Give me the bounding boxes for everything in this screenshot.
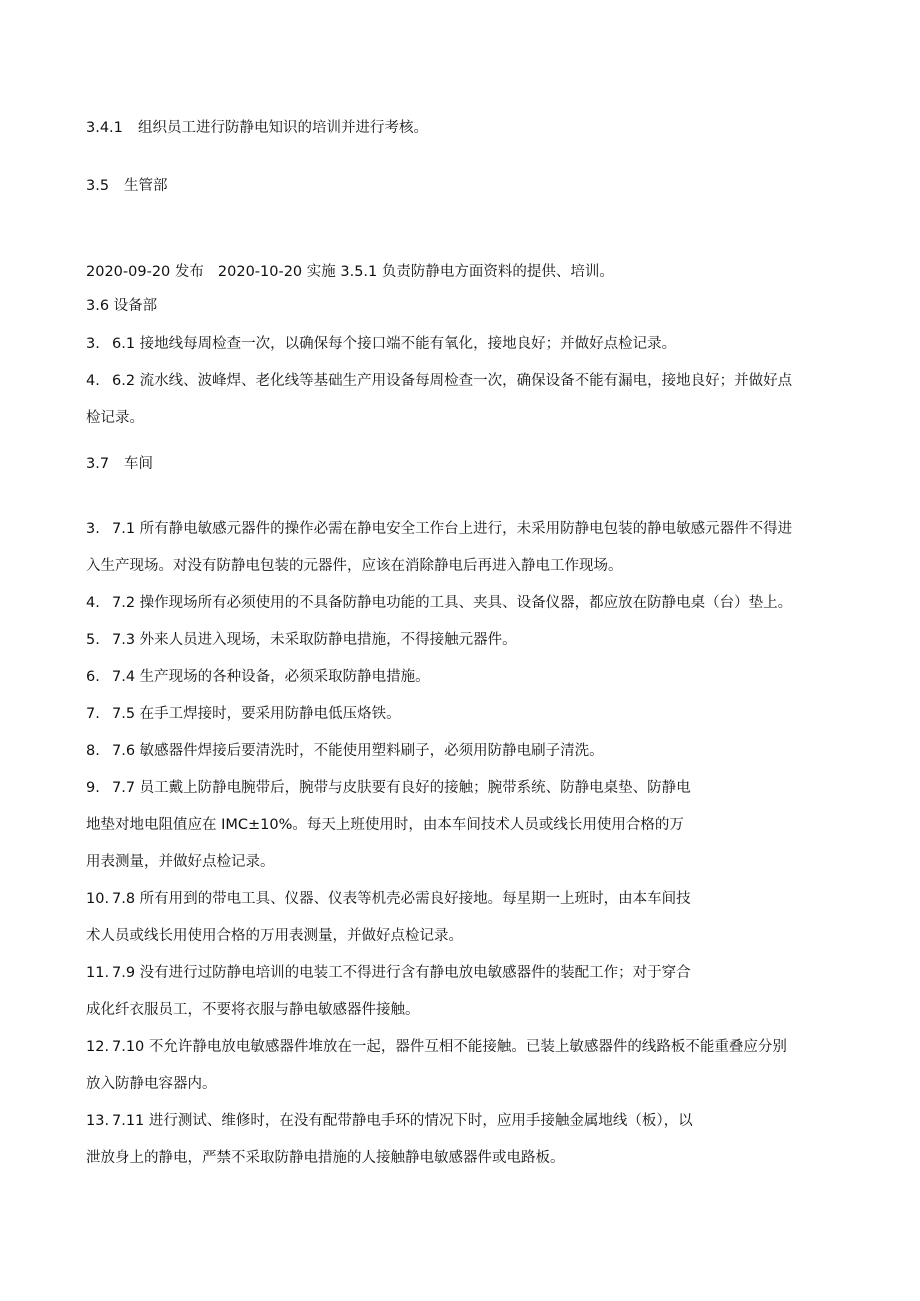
clause-text: 7.2 操作现场所有必须使用的不具备防静电功能的工具、夹具、设备仪器，都应放在防静电桌（台）垫上。	[112, 595, 793, 611]
clause-text: 7.1 所有静电敏感元器件的操作必需在静电安全工作台上进行，未采用防静电包装的静电敏感元器件不得进	[112, 521, 793, 537]
clause-3-6-1	[86, 334, 676, 354]
clause-text: 地垫对地电阻值应在 IMC±10%。每天上班使用时，由本车间技术人员或线长用使用合格的万	[86, 817, 684, 833]
clause-text: 成化纤衣服员工，不要将衣服与静电敏感器件接触。	[86, 1002, 420, 1018]
clause-text: 7.5 在手工焊接时，要采用防静电低压烙铁。	[112, 706, 401, 722]
clause-text: 组织员工进行防静电知识的培训并进行考核。	[138, 120, 428, 136]
clause-3-7-7-continued-2	[86, 852, 275, 872]
section-title: 车间	[124, 456, 153, 472]
implement-date-and-clause-3-5-1: 2020-10-20 实施 3.5.1 负责防静电方面资料的提供、培训。	[217, 264, 614, 280]
clause-3-7-10-continued	[86, 1074, 217, 1094]
clause-3-7-7	[86, 778, 691, 798]
clause-3-7-4	[86, 667, 430, 687]
clause-3-6-2-continued	[86, 408, 144, 428]
clause-text: 7.11 进行测试、维修时，在没有配带静电手环的情况下时，应用手接触金属地线（板），以	[112, 1113, 693, 1129]
section-title: 3.6 设备部	[86, 298, 158, 314]
clause-3-7-5	[86, 704, 401, 724]
clause-text: 用表测量，并做好点检记录。	[86, 854, 275, 870]
clause-text: 7.8 所有用到的带电工具、仪器、仪表等机壳必需良好接地。每星期一上班时，由本车间技	[112, 891, 691, 907]
clause-text: 7.7 员工戴上防静电腕带后，腕带与皮肤要有良好的接触；腕带系统、防静电桌垫、防静电	[112, 780, 691, 796]
clause-text: 入生产现场。对没有防静电包装的元器件，应该在消除静电后再进入静电工作现场。	[86, 558, 623, 574]
clause-text: 放入防静电容器内。	[86, 1076, 217, 1092]
clause-number: 3.	[86, 521, 100, 537]
clause-3-7-1-continued	[86, 556, 623, 576]
clause-3-7-1	[86, 519, 792, 539]
clause-3-7-2	[86, 593, 792, 613]
clause-text: 6.1 接地线每周检查一次，以确保每个接口端不能有氧化，接地良好；并做好点检记录。	[112, 336, 677, 352]
clause-number: 3.	[86, 336, 100, 352]
clause-3-4-1	[86, 118, 428, 138]
clause-number: 12.	[86, 1039, 110, 1055]
section-heading-3-7	[86, 454, 153, 474]
clause-number: 4.	[86, 595, 100, 611]
clause-3-7-3	[86, 630, 517, 650]
clause-3-7-10	[86, 1037, 787, 1057]
clause-3-6-2	[86, 371, 792, 391]
clause-number: 10.	[86, 891, 110, 907]
clause-text: 7.3 外来人员进入现场，未采取防静电措施，不得接触元器件。	[112, 632, 517, 648]
clause-text: 术人员或线长用使用合格的万用表测量，并做好点检记录。	[86, 928, 463, 944]
section-title: 生管部	[124, 178, 168, 194]
clause-text: 检记录。	[86, 410, 144, 426]
release-line	[86, 262, 614, 282]
section-number: 3.5	[86, 178, 110, 194]
clause-3-7-11-continued	[86, 1148, 565, 1168]
clause-text: 泄放身上的静电，严禁不采取防静电措施的人接触静电敏感器件或电路板。	[86, 1150, 565, 1166]
clause-3-7-9	[86, 963, 691, 983]
clause-number: 5.	[86, 632, 100, 648]
clause-number: 4.	[86, 373, 100, 389]
clause-number: 11.	[86, 965, 110, 981]
clause-number: 9.	[86, 780, 100, 796]
clause-text: 7.10 不允许静电放电敏感器件堆放在一起，器件互相不能接触。已装上敏感器件的线路板不能重叠应分别	[112, 1039, 787, 1055]
clause-3-7-6	[86, 741, 604, 761]
clause-3-7-9-continued	[86, 1000, 420, 1020]
clause-text: 6.2 流水线、波峰焊、老化线等基础生产用设备每周检查一次，确保设备不能有漏电，接地良好；并做好点	[112, 373, 793, 389]
clause-number: 8.	[86, 743, 100, 759]
section-number: 3.7	[86, 456, 110, 472]
release-date: 2020-09-20 发布	[86, 264, 204, 280]
clause-3-7-8	[86, 889, 691, 909]
clause-number: 3.4.1	[86, 120, 123, 136]
section-heading-3-5	[86, 176, 168, 196]
clause-number: 6.	[86, 669, 100, 685]
clause-3-7-11	[86, 1111, 693, 1131]
clause-text: 7.6 敏感器件焊接后要清洗时，不能使用塑料刷子，必须用防静电刷子清洗。	[112, 743, 604, 759]
clause-number: 13.	[86, 1113, 110, 1129]
clause-text: 7.9 没有进行过防静电培训的电装工不得进行含有静电放电敏感器件的装配工作；对于穿合	[112, 965, 691, 981]
clause-number: 7.	[86, 706, 100, 722]
clause-3-7-7-continued-1	[86, 815, 684, 835]
clause-3-7-8-continued	[86, 926, 463, 946]
clause-text: 7.4 生产现场的各种设备，必须采取防静电措施。	[112, 669, 430, 685]
section-heading-3-6	[86, 296, 157, 316]
